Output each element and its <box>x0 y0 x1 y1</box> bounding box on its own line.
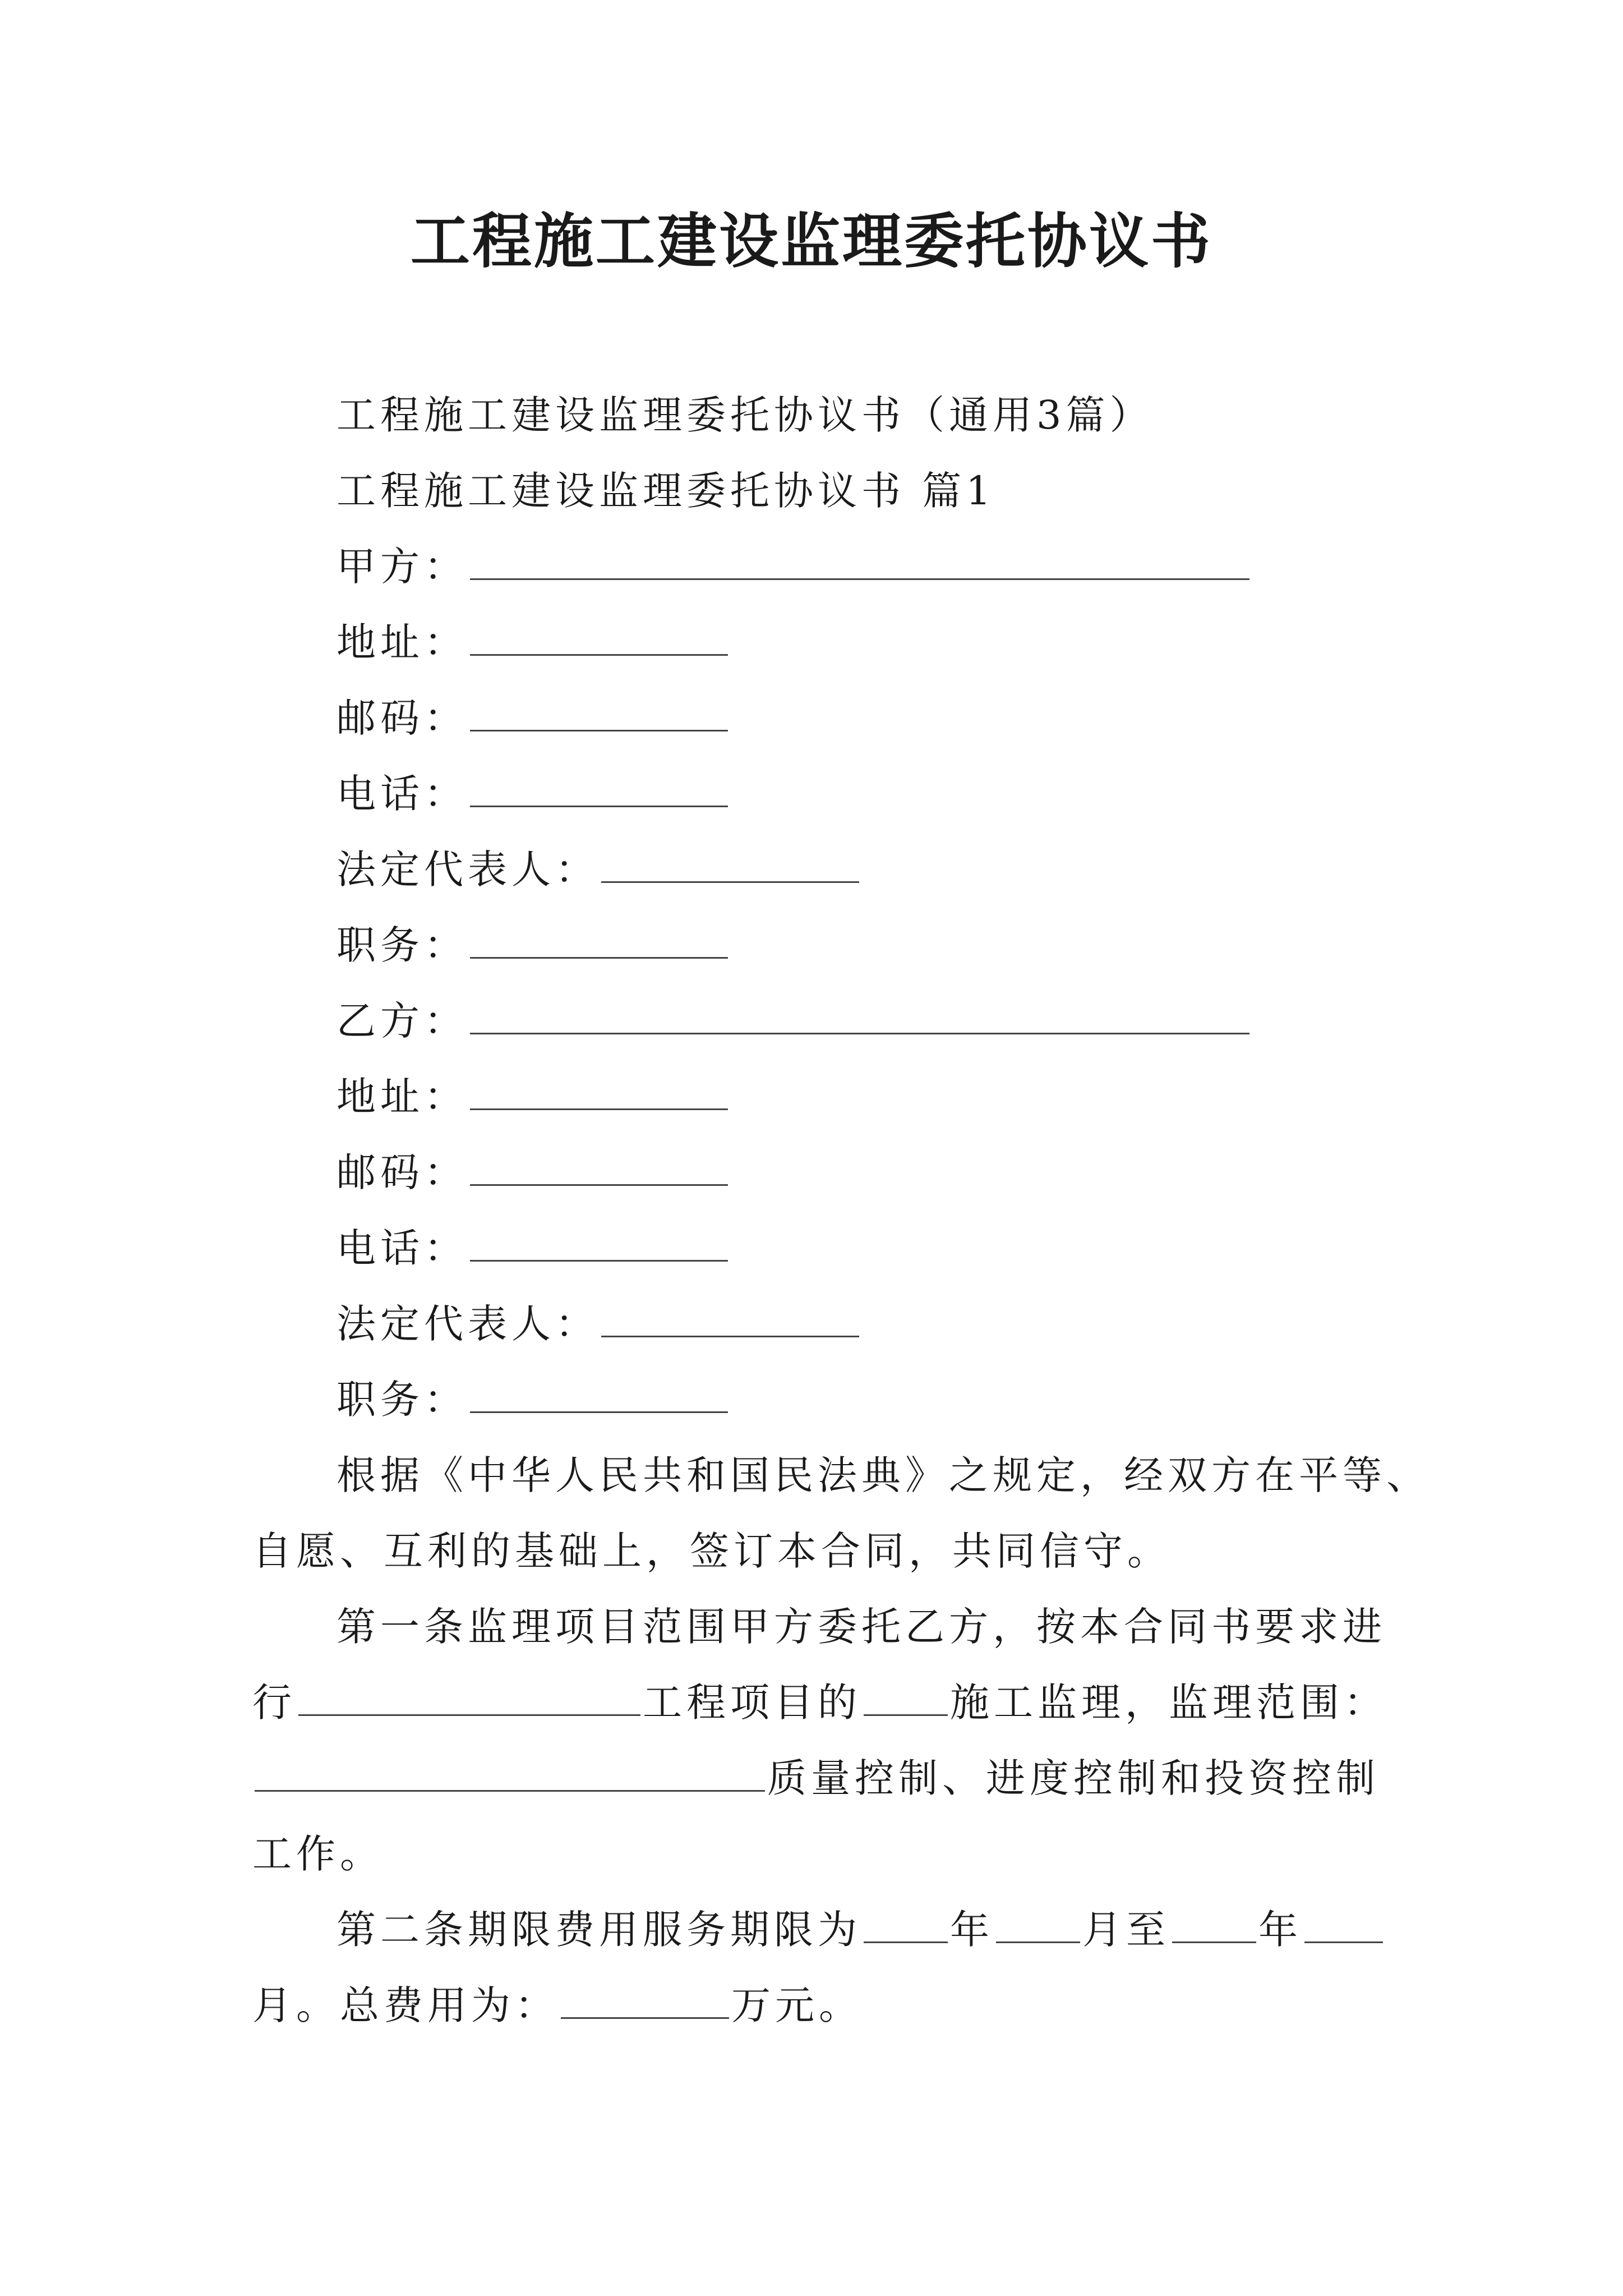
article-1-line-2: 行 工程项目的 施工监理，监理范围： <box>252 1680 1387 1726</box>
end-month-blank[interactable] <box>1304 1940 1383 1943</box>
party-b-address-label: 地址： <box>336 1074 468 1120</box>
party-b-legal-rep-label: 法定代表人： <box>336 1301 599 1347</box>
intro-line-1: 根据《中华人民共和国民法典》之规定，经双方在平等、 <box>336 1452 1430 1498</box>
total-fee-blank[interactable] <box>561 2016 729 2019</box>
party-b-postcode-row <box>336 1144 730 1200</box>
party-a-postcode-label: 邮码： <box>336 695 468 741</box>
start-year-blank[interactable] <box>864 1940 948 1943</box>
party-b-phone-row <box>336 1220 730 1276</box>
party-b-address-row <box>336 1069 730 1125</box>
article-1-line-3: 质量控制、进度控制和投资控制 <box>252 1750 1380 1806</box>
party-a-address-label: 地址： <box>336 619 468 665</box>
party-b-legal-rep-blank[interactable] <box>601 1335 859 1337</box>
party-a-phone-label: 电话： <box>336 771 468 817</box>
party-a-postcode-blank[interactable] <box>470 729 728 731</box>
article-1-line-4: 工作。 <box>252 1831 384 1877</box>
party-a-phone-row <box>336 766 730 822</box>
document-title: 工程施工建设监理委托协议书 <box>411 206 1212 276</box>
party-b-blank[interactable] <box>470 1032 1249 1034</box>
party-b-label: 乙方： <box>336 998 468 1044</box>
project-name-blank[interactable] <box>298 1713 640 1716</box>
party-b-position-label: 职务： <box>336 1377 468 1423</box>
party-b-postcode-label: 邮码： <box>336 1149 468 1195</box>
party-a-blank[interactable] <box>470 577 1249 580</box>
supervision-type-blank[interactable] <box>864 1713 948 1716</box>
party-b-phone-blank[interactable] <box>470 1259 728 1262</box>
intro-line-2: 自愿、互利的基础上，签订本合同，共同信守。 <box>252 1528 1171 1574</box>
article-2-line-2: 月。总费用为： 万元。 <box>252 1982 863 2028</box>
party-a-address-blank[interactable] <box>470 653 728 656</box>
party-a-postcode-row <box>336 690 730 746</box>
party-a-legal-rep-label: 法定代表人： <box>336 846 599 892</box>
article-1-line-1: 第一条监理项目范围甲方委托乙方，按本合同书要求进 <box>336 1604 1386 1650</box>
document-subtitle: 工程施工建设监理委托协议书（通用3篇） <box>336 392 1154 438</box>
supervision-scope-blank[interactable] <box>255 1789 765 1792</box>
party-b-position-row <box>336 1372 730 1428</box>
end-year-blank[interactable] <box>1172 1940 1256 1943</box>
party-a-label: 甲方： <box>336 544 468 590</box>
party-b-phone-label: 电话： <box>336 1225 468 1271</box>
section-heading: 工程施工建设监理委托协议书 篇1 <box>336 468 995 514</box>
party-a-phone-blank[interactable] <box>470 804 728 807</box>
party-a-position-label: 职务： <box>336 922 468 968</box>
party-a-row <box>336 539 1252 595</box>
start-month-blank[interactable] <box>996 1940 1080 1943</box>
party-b-row <box>336 993 1252 1049</box>
party-b-address-blank[interactable] <box>470 1107 728 1110</box>
party-a-position-blank[interactable] <box>470 956 728 959</box>
party-b-position-blank[interactable] <box>470 1410 728 1413</box>
party-a-legal-rep-row <box>336 841 861 898</box>
party-a-legal-rep-blank[interactable] <box>601 880 859 883</box>
party-a-position-row <box>336 917 730 973</box>
party-a-address-row <box>336 614 730 670</box>
article-2-line-1: 第二条期限费用服务期限为 年 月至 年 <box>336 1902 1385 1958</box>
party-b-legal-rep-row <box>336 1296 861 1352</box>
party-b-postcode-blank[interactable] <box>470 1183 728 1186</box>
